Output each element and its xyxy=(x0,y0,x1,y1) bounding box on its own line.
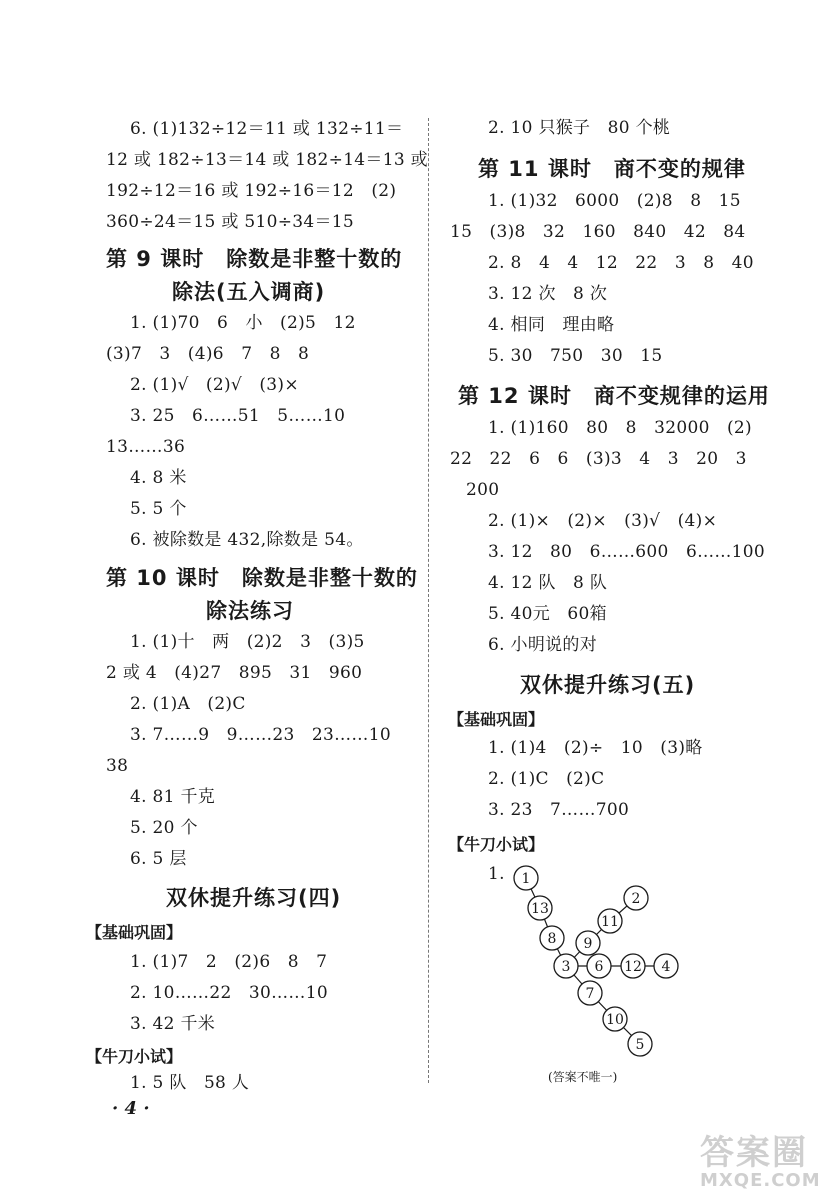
answer-line: 5. 30 750 30 15 xyxy=(488,346,663,366)
answer-line: 1. (1)十 两 (2)2 3 (3)5 xyxy=(130,632,365,652)
section-tag-basics: 【基础巩固】 xyxy=(448,710,545,729)
lesson-11-heading: 第 11 课时 商不变的规律 xyxy=(478,157,746,181)
section-tag-challenge: 【牛刀小试】 xyxy=(86,1047,183,1066)
answer-line: 6. 小明说的对 xyxy=(488,635,598,655)
answer-line: 1. (1)160 80 8 32000 (2) xyxy=(488,418,752,438)
answer-line: 2. 10……22 30……10 xyxy=(130,983,328,1003)
answer-line: 4. 相同 理由略 xyxy=(488,315,615,335)
answer-line: 360÷24＝15 或 510÷34＝15 xyxy=(106,212,355,232)
number-circle-diagram xyxy=(500,860,700,1060)
answer-line: 2. (1)A (2)C xyxy=(130,694,246,714)
column-divider xyxy=(428,118,429,1083)
answer-line: 2. (1)× (2)× (3)√ (4)× xyxy=(488,511,718,531)
answer-line: 15 (3)8 32 160 840 42 84 xyxy=(450,222,746,242)
page-number: · 4 · xyxy=(112,1098,150,1119)
section-tag-challenge: 【牛刀小试】 xyxy=(448,835,545,854)
answer-line: 13……36 xyxy=(106,437,186,457)
answer-line: 2. (1)√ (2)√ (3)× xyxy=(130,375,299,395)
answer-line: 6. (1)132÷12＝11 或 132÷11＝ xyxy=(130,119,404,139)
diagram-label: 4 xyxy=(661,959,671,975)
answer-line: 4. 8 米 xyxy=(130,468,187,488)
answer-line: 12 或 182÷13＝14 或 182÷14＝13 或 xyxy=(106,150,428,170)
answer-line: 38 xyxy=(106,756,129,776)
answer-line: 5. 5 个 xyxy=(130,499,187,519)
answer-not-unique-note: (答案不唯一) xyxy=(548,1070,618,1084)
answer-line: 3. 12 次 8 次 xyxy=(488,284,608,304)
diagram-label: 13 xyxy=(531,901,549,917)
answer-line: 1. (1)4 (2)÷ 10 (3)略 xyxy=(488,738,703,758)
answer-line: 192÷12＝16 或 192÷16＝12 (2) xyxy=(106,181,397,201)
weekend-practice-5-heading: 双休提升练习(五) xyxy=(520,673,696,697)
diagram-label: 8 xyxy=(547,931,557,947)
diagram-label: 2 xyxy=(631,891,641,907)
answer-line: 1. (1)32 6000 (2)8 8 15 xyxy=(488,191,741,211)
answer-line: 6. 被除数是 432,除数是 54。 xyxy=(130,530,364,550)
diagram-label: 1 xyxy=(521,871,531,887)
answer-line: 22 22 6 6 (3)3 4 3 20 3 xyxy=(450,449,747,469)
watermark-logo xyxy=(700,1125,821,1191)
weekend-practice-4-heading: 双休提升练习(四) xyxy=(166,886,342,910)
lesson-10-subheading: 除法练习 xyxy=(206,599,294,623)
watermark-line-1: 答案圈 xyxy=(700,1133,808,1173)
answer-line: 3. 25 6……51 5……10 xyxy=(130,406,346,426)
diagram-label: 9 xyxy=(583,936,593,952)
lesson-9-subheading: 除法(五入调商) xyxy=(172,280,326,304)
diagram-label: 6 xyxy=(594,959,604,975)
answer-line: 2. 8 4 4 12 22 3 8 40 xyxy=(488,253,754,273)
answer-line: 2. 10 只猴子 80 个桃 xyxy=(488,118,671,138)
answer-line: 1. 5 队 58 人 xyxy=(130,1073,250,1093)
section-tag-basics: 【基础巩固】 xyxy=(86,923,183,942)
answer-line: 4. 12 队 8 队 xyxy=(488,573,608,593)
answer-line: 6. 5 层 xyxy=(130,849,187,869)
answer-line: 5. 20 个 xyxy=(130,818,198,838)
answer-line: 5. 40元 60箱 xyxy=(488,604,607,624)
lesson-9-heading: 第 9 课时 除数是非整十数的 xyxy=(106,247,403,271)
diagram-label: 7 xyxy=(585,986,595,1002)
diagram-label: 5 xyxy=(635,1037,645,1053)
answer-line: 1. (1)7 2 (2)6 8 7 xyxy=(130,952,328,972)
watermark-line-2: MXQE.COM xyxy=(700,1170,821,1191)
answer-line: 200 xyxy=(466,480,500,500)
answer-line: 1. xyxy=(488,864,505,884)
diagram-label: 10 xyxy=(606,1012,624,1028)
lesson-10-heading: 第 10 课时 除数是非整十数的 xyxy=(106,566,418,590)
diagram-label: 3 xyxy=(561,959,571,975)
answer-line: 2 或 4 (4)27 895 31 960 xyxy=(106,663,363,683)
answer-line: 3. 7……9 9……23 23……10 xyxy=(130,725,391,745)
diagram-label: 12 xyxy=(624,959,642,975)
answer-line: 4. 81 千克 xyxy=(130,787,216,807)
lesson-12-heading: 第 12 课时 商不变规律的运用 xyxy=(458,384,770,408)
answer-line: 3. 12 80 6……600 6……100 xyxy=(488,542,766,562)
answer-line: 3. 23 7……700 xyxy=(488,800,630,820)
answer-line: 3. 42 千米 xyxy=(130,1014,216,1034)
answer-line: (3)7 3 (4)6 7 8 8 xyxy=(106,344,310,364)
answer-line: 1. (1)70 6 小 (2)5 12 xyxy=(130,313,356,333)
diagram-label: 11 xyxy=(601,914,619,930)
answer-line: 2. (1)C (2)C xyxy=(488,769,605,789)
